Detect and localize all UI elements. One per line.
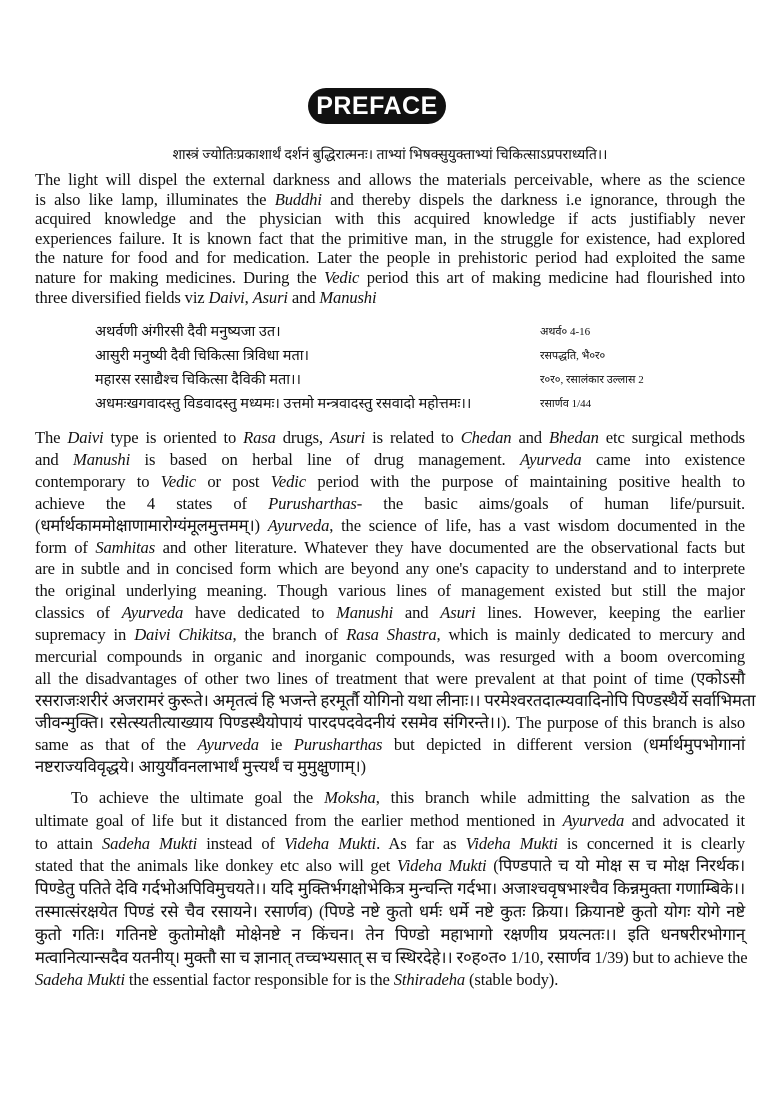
text-line	[35, 268, 745, 288]
italic-term: Videha Mukti	[465, 833, 558, 853]
italic-term: Daivi	[208, 287, 245, 307]
text-segment: ultimate goal of life but it distanced from the earlier method mentioned in	[35, 810, 563, 830]
text-segment: , which is mainly dedicated to mercury and	[436, 625, 745, 645]
italic-term: Ayurveda	[562, 810, 625, 830]
text-line	[35, 515, 745, 537]
text-segment: - the basic aims/goals of human life/pursuit.	[356, 493, 745, 513]
text-line	[35, 190, 745, 210]
text-line	[35, 209, 745, 229]
paragraph-daivi-types	[35, 427, 756, 778]
text-line	[35, 471, 745, 493]
text-segment: रसराजःशरीरं अजरामरं कुरूते। अमृतत्वं हि भजन्ते हरमूर्तौ योगिनो यथा लीनाः।। परमेश्वरतदात्म्यवादिनोपि पिण्डस्थैर्ये सर्वाभिमता	[35, 690, 756, 710]
text-segment: nature for making medicines. During the	[35, 267, 325, 287]
italic-term: Videha Mukti	[396, 856, 487, 876]
text-line	[35, 170, 745, 190]
text-segment: is concerned it is clearly	[557, 833, 746, 853]
verse-reference: रसपद्धति, भै०र०	[540, 350, 606, 362]
verse-text: आसुरी मनुष्यी दैवी चिकित्सा त्रिविधा मता।	[95, 348, 309, 364]
page-title: PREFACE	[308, 88, 446, 124]
text-segment: stated that the animals like donkey etc also will get	[35, 856, 397, 876]
text-line	[35, 449, 745, 471]
text-line	[35, 602, 745, 624]
text-segment: or post	[195, 471, 271, 491]
text-line	[35, 756, 745, 778]
italic-term: Asuri	[440, 603, 476, 623]
text-line	[35, 229, 745, 249]
text-line	[35, 624, 745, 646]
text-segment: नष्टराज्यविवृद्धये। आयुर्यौवनलाभार्थं मुत्त्यर्थं च मुमुक्षुणाम्।)	[35, 756, 366, 776]
italic-term: Moksha	[324, 788, 376, 807]
italic-term: Videha Mukti	[284, 833, 377, 853]
text-segment: तस्मात्संरक्षयेत पिण्डं रसे चैव रसायने। रसार्णव) (पिण्डे नष्टे कुतो धर्मः धर्मे नष्टे कुतः क्रिया। क्रियानष्टे कुतो योगः योगे नष्टे	[35, 901, 745, 921]
text-segment: जीवन्मुक्ति। रसेत्स्यतीत्याख्याय पिण्डस्थैयोपायं पारदपदवेदनीयं रसमेव संगिरन्ते।।). The purpose of this branch is also	[35, 712, 745, 732]
text-segment: mercurial compounds in organic and inorganic compounds, was resurged with a boom overcoming	[35, 647, 745, 667]
text-segment: is related to	[365, 428, 461, 447]
text-line	[35, 833, 745, 856]
text-segment: period this art of making medicine had flourished into	[359, 267, 745, 287]
text-segment: classics of	[35, 603, 122, 623]
text-segment: The light will dispel the external darkness and allows the materials perceivable, where as the science	[35, 170, 745, 189]
text-line	[35, 537, 745, 559]
text-segment: and	[511, 428, 549, 447]
text-segment: have dedicated to	[183, 603, 337, 623]
italic-term: Ayurveda	[197, 734, 259, 754]
text-line	[35, 248, 745, 268]
text-segment: ,	[244, 287, 253, 307]
paragraph-moksha	[35, 787, 748, 992]
text-segment: पिण्डेतु पतिते देवि गर्दभोअपिविमुचयते।। यदि मुक्तिर्भगक्षोभेकित्र मुन्चन्ति गर्दभा। अजाश्चवृषभाश्चैव किन्नमुक्ता गणाम्बिके।।	[35, 879, 745, 899]
text-segment: ie	[258, 734, 294, 754]
text-segment: and	[287, 287, 320, 307]
text-segment: period with the purpose of maintaining positive health to	[305, 471, 745, 491]
text-line	[35, 901, 745, 924]
italic-term: Daivi	[67, 428, 104, 447]
text-line	[35, 734, 745, 756]
text-line	[35, 878, 745, 901]
text-segment: acquired knowledge and the physician with this acquired knowledge if acts justifiably never	[35, 209, 745, 229]
verse-text: महारस रसाद्यैश्च चिकित्सा दैविकी मता।।	[95, 372, 302, 388]
text-line	[35, 427, 745, 449]
text-segment: the essential factor responsible for is the	[124, 970, 394, 990]
text-segment: are in subtle and in concised form which are beyond any one's capacity to understand and to interprete	[35, 559, 745, 579]
italic-term: Manushi	[336, 603, 394, 623]
italic-term: Manushi	[319, 287, 377, 307]
verse-reference: रसार्णव 1/44	[540, 398, 592, 410]
text-line	[35, 712, 745, 734]
text-segment: मत्वानित्यान्सदैव यतनीय्। मुक्तौ सा च ज्ञानात् तच्चभ्यसात् स च स्थिरदेहे।। र०ह०त० 1/10, रसार्णव 1/39) but to achieve the	[35, 947, 748, 967]
italic-term: Sthiradeha	[393, 970, 466, 990]
text-segment: all the disadvantages of other two lines of treatment that were prevalent at that point of time (एकोऽसौ	[35, 668, 745, 688]
italic-term: Purusharthas	[268, 493, 357, 513]
text-line	[35, 646, 745, 668]
text-segment: etc surgical methods	[598, 428, 745, 447]
text-line	[35, 580, 745, 602]
text-line	[35, 690, 756, 712]
text-segment: form of	[35, 537, 96, 557]
italic-term: Buddhi	[274, 189, 322, 209]
italic-term: Rasa Shastra	[346, 625, 437, 645]
verse-text: अथर्वणी अंगीरसी दैवी मनुष्यजा उत।	[95, 324, 281, 340]
verse-reference: अथर्व० 4-16	[540, 326, 591, 338]
text-segment: and	[35, 449, 74, 469]
text-segment: the nature for food and for medication. Later the people in prehistoric period had exploited the same	[35, 248, 745, 268]
text-segment: drugs,	[275, 428, 330, 447]
text-segment: , the branch of	[232, 625, 347, 645]
italic-term: Asuri	[252, 287, 288, 307]
text-segment: The	[35, 428, 68, 447]
text-line	[35, 558, 745, 580]
italic-term: Sadeha Mukti	[101, 833, 198, 853]
text-segment: same as that of the	[35, 734, 198, 754]
text-line	[35, 288, 745, 308]
text-segment: came into existence	[581, 449, 745, 469]
text-segment: and advocated it	[624, 810, 745, 830]
text-segment: (पिण्डपाते च यो मोक्ष स च मोक्ष निरर्थक।	[486, 856, 745, 876]
italic-term: Ayurveda	[520, 449, 582, 469]
text-line	[35, 810, 745, 833]
text-segment: To achieve the ultimate goal the	[71, 788, 325, 807]
italic-term: Purusharthas	[293, 734, 383, 754]
italic-term: Daivi Chikitsa	[134, 625, 233, 645]
italic-term: Vedic	[160, 471, 196, 491]
text-segment: , this branch while admitting the salvation as the	[375, 788, 745, 807]
text-segment: and other literature. Whatever they have documented are the observational facts but	[155, 537, 745, 557]
text-line	[35, 855, 745, 878]
text-segment: supremacy in	[35, 625, 135, 645]
text-line	[35, 969, 745, 992]
text-line	[35, 947, 748, 970]
verse-text: अधमःखगवादस्तु विडवादस्तु मध्यमः। उत्तमो मन्त्रवादस्तु रसवादो महोत्तमः।।	[95, 396, 472, 412]
italic-term: Rasa	[243, 428, 276, 447]
text-segment: the original underlying meaning. Though various lines of management existed but still the major	[35, 581, 745, 601]
italic-term: Ayurveda	[267, 515, 330, 535]
text-line	[35, 787, 745, 810]
italic-term: Ayurveda	[121, 603, 184, 623]
text-segment: to attain	[35, 833, 102, 853]
text-segment: experiences failure. It is known fact that the primitive man, in the struggle for existence, had explored	[35, 228, 745, 248]
text-segment: and	[393, 603, 441, 623]
text-segment: and thereby dispels the darkness i.e ignorance, through the	[321, 189, 745, 209]
text-segment: (धर्मार्थकाममोक्षाणामारोग्यंमूलमुत्तमम्।)	[35, 515, 268, 535]
text-segment: three diversified fields viz	[35, 287, 209, 307]
italic-term: Vedic	[270, 471, 306, 491]
text-segment: but depicted in different version (धर्मार्थमुपभोगानां	[382, 734, 745, 754]
text-segment: . As far as	[376, 833, 466, 853]
verse-line	[95, 344, 715, 368]
text-segment: is based on herbal line of drug management.	[130, 449, 521, 469]
text-segment: (stable body).	[465, 970, 559, 990]
sanskrit-epigraph: शास्त्रं ज्योतिःप्रकाशार्थं दर्शनं बुद्धिरात्मनः। ताभ्यां भिषक्सुयुक्ताभ्यां चिकित्साऽप्रपराध्यति।।	[172, 148, 608, 163]
text-segment: is also like lamp, illuminates the	[35, 189, 275, 209]
text-line	[35, 924, 745, 947]
text-line	[35, 493, 745, 515]
verse-line	[95, 392, 715, 416]
text-segment: कुतो गतिः। गतिनष्टे कुतोमोक्षौ मोक्षेनष्टे न किंचन। तेन पिण्डो महाभागो रक्षणीय प्रयत्नतः।। इति धनषरीरभोगान्	[35, 924, 745, 944]
text-segment: contemporary to	[35, 471, 161, 491]
verse-line	[95, 368, 715, 392]
text-line	[35, 668, 745, 690]
italic-term: Vedic	[324, 267, 360, 287]
italic-term: Asuri	[329, 428, 366, 447]
italic-term: Sadeha Mukti	[35, 970, 125, 990]
text-segment: achieve the 4 states of	[35, 493, 269, 513]
text-segment: lines. However, keeping the earlier	[475, 603, 745, 623]
text-segment: type is oriented to	[103, 428, 244, 447]
verse-quotations	[95, 320, 715, 416]
italic-term: Bhedan	[548, 428, 599, 447]
text-segment: instead of	[197, 833, 285, 853]
verse-reference: र०र०, रसालंकार उल्लास 2	[540, 374, 644, 386]
italic-term: Samhitas	[95, 537, 156, 557]
italic-term: Manushi	[73, 449, 131, 469]
paragraph-intro	[35, 170, 745, 307]
text-segment: , the science of life, has a vast wisdom documented in the	[329, 515, 745, 535]
italic-term: Chedan	[460, 428, 512, 447]
verse-line	[95, 320, 715, 344]
